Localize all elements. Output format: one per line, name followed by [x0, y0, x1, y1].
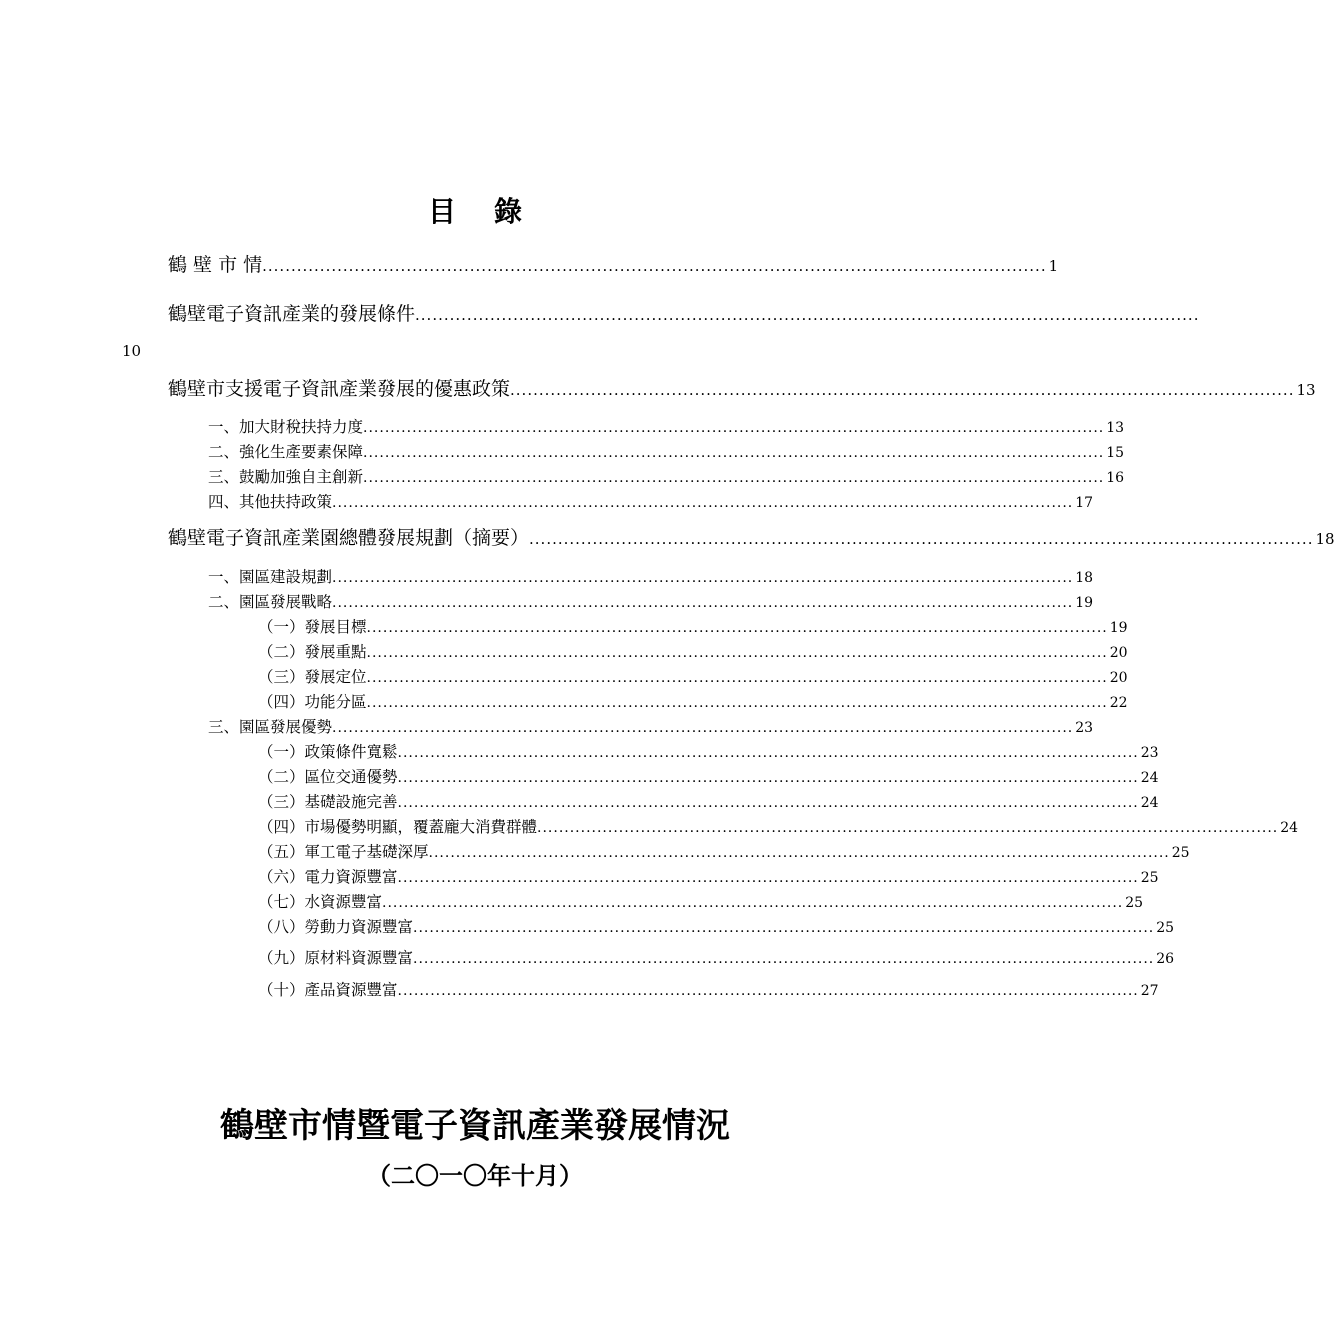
toc-entry-page: 24	[1140, 795, 1159, 811]
toc-entry-label: 鶴 壁 市 情	[168, 254, 263, 276]
toc-entry-label: （三）發展定位	[258, 668, 367, 686]
toc-entry-focus[interactable]	[258, 640, 1128, 662]
toc-leader-dots: ........................................................................................................................................	[529, 530, 1314, 548]
toc-leader-dots: ........................................................................................................................................	[366, 645, 1108, 661]
toc-entry-development-conditions[interactable]	[168, 299, 1200, 326]
toc-entry-power-resources[interactable]	[258, 865, 1159, 887]
toc-leader-dots: ........................................................................................................................................	[332, 570, 1074, 586]
toc-leader-dots: ........................................................................................................................................	[366, 620, 1108, 636]
toc-entry-product-resources[interactable]	[258, 978, 1159, 1000]
toc-entry-label: （八）勞動力資源豐富	[258, 918, 414, 936]
toc-entry-label: 一、加大財稅扶持力度	[208, 418, 364, 436]
toc-entry-labor-resources[interactable]	[258, 915, 1175, 937]
toc-heading	[0, 190, 950, 230]
toc-entry-label: （六）電力資源豐富	[258, 868, 398, 886]
toc-entry-page: 22	[1109, 695, 1128, 711]
toc-entry-zoning[interactable]	[258, 690, 1128, 712]
toc-entry-label: 三、鼓勵加強自主創新	[208, 468, 364, 486]
toc-leader-dots: ........................................................................................................................................	[397, 870, 1139, 886]
toc-entry-label: （二）發展重點	[258, 643, 367, 661]
toc-entry-page: 25	[1156, 920, 1175, 936]
document-date: （二〇一〇年十月）	[367, 1162, 583, 1190]
toc-entry-page: 25	[1171, 845, 1190, 861]
toc-entry-page: 18	[1315, 530, 1335, 548]
toc-entry-label: 一、園區建設規劃	[208, 568, 333, 586]
toc-entry-infrastructure[interactable]	[258, 790, 1159, 812]
toc-entry-master-plan[interactable]	[168, 523, 1335, 550]
toc-entry-label: （九）原材料資源豐富	[258, 949, 414, 967]
document-title: 鶴壁市情暨電子資訊產業發展情況	[220, 1106, 730, 1146]
toc-entry-label: （二）區位交通優勢	[258, 768, 398, 786]
toc-entry-page: 24	[1140, 770, 1159, 786]
toc-entry-policy-conditions[interactable]	[258, 740, 1159, 762]
toc-entry-page: 25	[1140, 870, 1159, 886]
toc-entry-label: （一）政策條件寬鬆	[258, 743, 398, 761]
toc-entry-page: 15	[1106, 445, 1125, 461]
toc-entry-water-resources[interactable]	[258, 890, 1144, 912]
toc-entry-label: （五）軍工電子基礎深厚	[258, 843, 429, 861]
toc-leader-dots: ........................................................................................................................................	[363, 420, 1105, 436]
toc-entry-label: 四、其他扶持政策	[208, 493, 333, 511]
toc-entry-raw-materials[interactable]	[258, 946, 1175, 968]
toc-leader-dots: ........................................................................................................................................	[397, 983, 1139, 999]
toc-heading-char-1: 目	[427, 195, 456, 228]
toc-entry-label: 鶴壁電子資訊產業的發展條件	[168, 303, 416, 325]
toc-entry-military-electronics[interactable]	[258, 840, 1190, 862]
toc-entry-page: 1	[1048, 257, 1059, 275]
toc-entry-page: 19	[1075, 595, 1094, 611]
toc-entry-label: 二、園區發展戰略	[208, 593, 333, 611]
toc-leader-dots: ........................................................................................................................................	[262, 257, 1047, 275]
toc-entry-other-support[interactable]	[208, 490, 1094, 512]
toc-entry-positioning[interactable]	[258, 665, 1128, 687]
toc-entry-page: 27	[1140, 983, 1159, 999]
toc-entry-page: 16	[1106, 470, 1125, 486]
toc-entry-page: 20	[1109, 670, 1128, 686]
toc-entry-page: 13	[1296, 381, 1316, 399]
toc-entry-page: 17	[1075, 495, 1094, 511]
toc-entry-page: 19	[1109, 620, 1128, 636]
toc-entry-page: 13	[1106, 420, 1125, 436]
toc-entry-park-construction[interactable]	[208, 565, 1094, 587]
toc-leader-dots: ........................................................................................................................................	[332, 495, 1074, 511]
toc-entry-page: 24	[1280, 820, 1299, 836]
toc-leader-dots: ........................................................................................................................................	[428, 845, 1170, 861]
toc-entry-innovation[interactable]	[208, 465, 1125, 487]
toc-leader-dots: ........................................................................................................................................	[332, 595, 1074, 611]
toc-entry-label: 三、園區發展優勢	[208, 718, 333, 736]
toc-entry-page: 20	[1109, 645, 1128, 661]
toc-leader-dots: ........................................................................................................................................	[366, 695, 1108, 711]
toc-leader-dots: ........................................................................................................................................	[332, 720, 1074, 736]
toc-entry-label: （一）發展目標	[258, 618, 367, 636]
toc-leader-dots: ........................................................................................................................................	[510, 381, 1295, 399]
toc-entry-page: 23	[1140, 745, 1159, 761]
toc-leader-dots: ........................................................................................................................................	[397, 770, 1139, 786]
toc-leader-dots: ........................................................................................................................................	[397, 795, 1139, 811]
toc-leader-dots: ........................................................................................................................................	[366, 670, 1108, 686]
toc-entry-label: 鶴壁電子資訊產業園總體發展規劃（摘要）	[168, 527, 530, 549]
toc-entry-production-factors[interactable]	[208, 440, 1125, 462]
toc-entry-label: （四）市場優勢明顯，覆蓋龐大消費群體	[258, 818, 538, 836]
toc-leader-dots: ........................................................................................................................................	[413, 951, 1155, 967]
toc-entry-preferential-policies[interactable]	[168, 374, 1316, 401]
toc-entry-park-strategy[interactable]	[208, 590, 1094, 612]
toc-entry-label: （十）產品資源豐富	[258, 981, 398, 999]
toc-entry-market-advantages[interactable]	[258, 815, 1299, 837]
toc-entry-location-transport[interactable]	[258, 765, 1159, 787]
toc-entry-city-overview[interactable]	[168, 250, 1059, 277]
toc-entry-park-advantages[interactable]	[208, 715, 1094, 737]
toc-entry-goals[interactable]	[258, 615, 1128, 637]
toc-entry-page: 26	[1156, 951, 1175, 967]
toc-leader-dots: ........................................................................................................................................	[537, 820, 1279, 836]
toc-entry-label: （四）功能分區	[258, 693, 367, 711]
toc-leader-dots: ........................................................................................................................................	[363, 445, 1105, 461]
toc-entry-label: 鶴壁市支援電子資訊產業發展的優惠政策	[168, 378, 511, 400]
toc-entry-page: 23	[1075, 720, 1094, 736]
toc-entry-page-wrapped: 10	[122, 342, 142, 360]
toc-leader-dots: ........................................................................................................................................	[382, 895, 1124, 911]
toc-leader-dots: ........................................................................................................................................	[363, 470, 1105, 486]
toc-entry-page: 18	[1075, 570, 1094, 586]
toc-entry-label: （三）基礎設施完善	[258, 793, 398, 811]
toc-entry-page: 25	[1125, 895, 1144, 911]
toc-heading-char-2: 錄	[494, 195, 523, 228]
toc-leader-dots: ........................................................................................................................................	[415, 306, 1200, 324]
toc-entry-label: 二、強化生產要素保障	[208, 443, 364, 461]
toc-leader-dots: ........................................................................................................................................	[413, 920, 1155, 936]
toc-leader-dots: ........................................................................................................................................	[397, 745, 1139, 761]
toc-entry-tax-support[interactable]	[208, 415, 1125, 437]
toc-entry-label: （七）水資源豐富	[258, 893, 383, 911]
